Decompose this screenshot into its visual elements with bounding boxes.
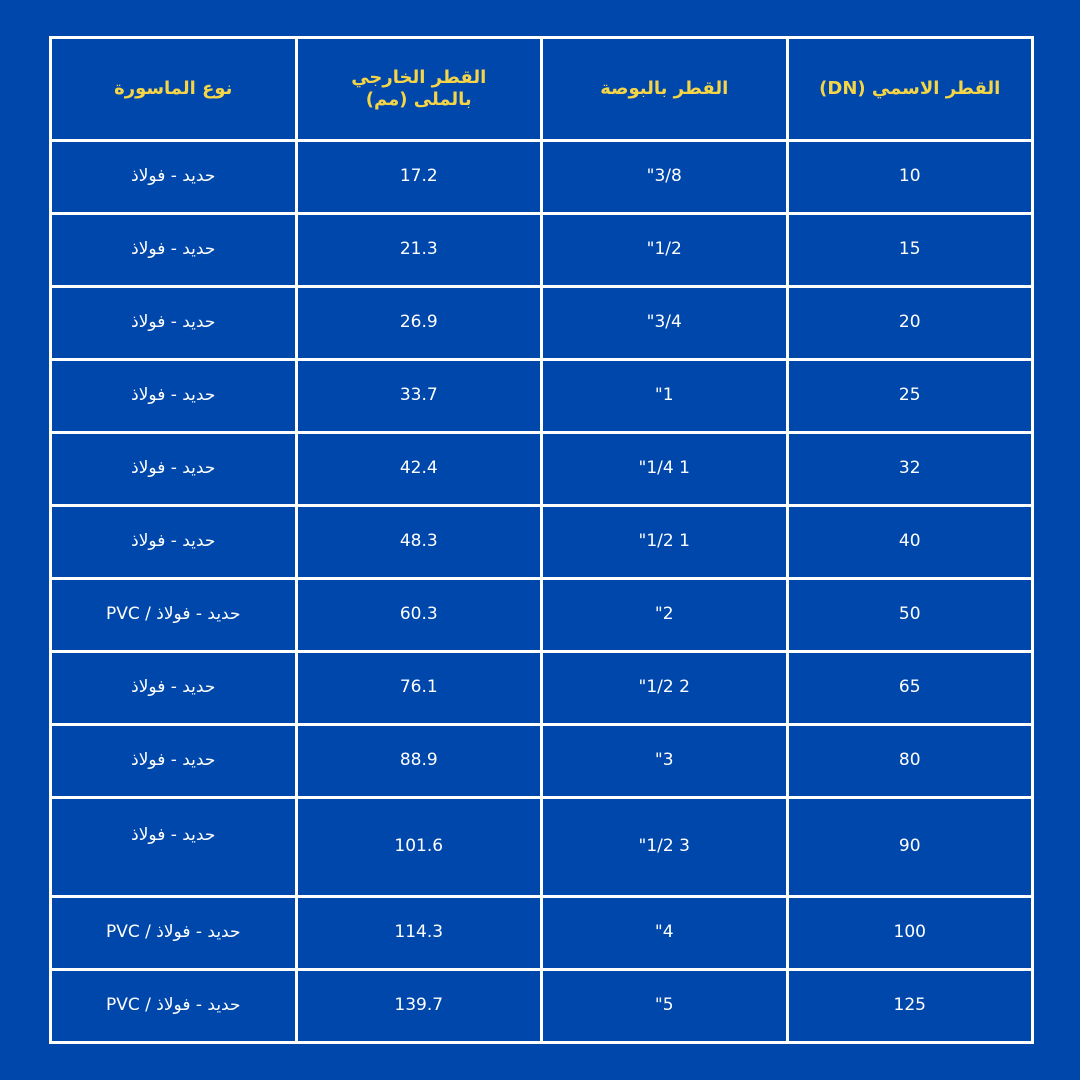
table-row bbox=[51, 506, 1033, 579]
cell-inch: 4" bbox=[542, 897, 788, 970]
table-row bbox=[51, 798, 1033, 897]
cell-dn: 100 bbox=[787, 897, 1033, 970]
header-pipe-type: نوع الماسورة bbox=[51, 38, 297, 141]
cell-pipe-type: حديد - فولاذ bbox=[51, 725, 297, 798]
table-header-row bbox=[51, 38, 1033, 141]
cell-dn: 125 bbox=[787, 970, 1033, 1043]
header-nominal-diameter: القطر الاسمي (DN) bbox=[787, 38, 1033, 141]
cell-pipe-type: حديد - فولاذ bbox=[51, 506, 297, 579]
pipe-size-table bbox=[49, 36, 1034, 1044]
cell-pipe-type: حديد - فولاذ bbox=[51, 214, 297, 287]
table-row bbox=[51, 287, 1033, 360]
cell-pipe-type: حديد - فولاذ / PVC bbox=[51, 970, 297, 1043]
table-row bbox=[51, 579, 1033, 652]
cell-dn: 32 bbox=[787, 433, 1033, 506]
cell-inch: 3/4" bbox=[542, 287, 788, 360]
cell-outer-mm: 76.1 bbox=[296, 652, 542, 725]
cell-inch: 1 1/2" bbox=[542, 506, 788, 579]
cell-pipe-type: حديد - فولاذ bbox=[51, 287, 297, 360]
cell-dn: 65 bbox=[787, 652, 1033, 725]
cell-inch: 2 1/2" bbox=[542, 652, 788, 725]
cell-inch: 3 1/2" bbox=[542, 798, 788, 897]
cell-dn: 15 bbox=[787, 214, 1033, 287]
cell-inch: 2" bbox=[542, 579, 788, 652]
cell-outer-mm: 21.3 bbox=[296, 214, 542, 287]
cell-outer-mm: 17.2 bbox=[296, 141, 542, 214]
pipe-size-table-container bbox=[49, 36, 1031, 1044]
cell-outer-mm: 26.9 bbox=[296, 287, 542, 360]
table-row bbox=[51, 970, 1033, 1043]
table-row bbox=[51, 652, 1033, 725]
cell-pipe-type: حديد - فولاذ bbox=[51, 360, 297, 433]
cell-pipe-type: حديد - فولاذ bbox=[51, 433, 297, 506]
cell-outer-mm: 139.7 bbox=[296, 970, 542, 1043]
cell-pipe-type: حديد - فولاذ bbox=[51, 141, 297, 214]
cell-dn: 25 bbox=[787, 360, 1033, 433]
table-row bbox=[51, 360, 1033, 433]
cell-inch: 1/2" bbox=[542, 214, 788, 287]
cell-pipe-type: حديد - فولاذ / PVC bbox=[51, 897, 297, 970]
cell-dn: 20 bbox=[787, 287, 1033, 360]
table-row bbox=[51, 897, 1033, 970]
cell-dn: 80 bbox=[787, 725, 1033, 798]
cell-outer-mm: 114.3 bbox=[296, 897, 542, 970]
cell-inch: 1 1/4" bbox=[542, 433, 788, 506]
table-row bbox=[51, 725, 1033, 798]
cell-pipe-type: حديد - فولاذ bbox=[51, 798, 297, 897]
cell-pipe-type: حديد - فولاذ / PVC bbox=[51, 579, 297, 652]
header-outer-diameter-mm: القطر الخارجي بالملى (مم) bbox=[296, 38, 542, 141]
cell-inch: 3" bbox=[542, 725, 788, 798]
cell-inch: 3/8" bbox=[542, 141, 788, 214]
cell-outer-mm: 101.6 bbox=[296, 798, 542, 897]
cell-outer-mm: 33.7 bbox=[296, 360, 542, 433]
cell-pipe-type: حديد - فولاذ bbox=[51, 652, 297, 725]
cell-dn: 40 bbox=[787, 506, 1033, 579]
header-inch-diameter: القطر بالبوصة bbox=[542, 38, 788, 141]
cell-outer-mm: 48.3 bbox=[296, 506, 542, 579]
cell-dn: 10 bbox=[787, 141, 1033, 214]
cell-inch: 5" bbox=[542, 970, 788, 1043]
cell-dn: 50 bbox=[787, 579, 1033, 652]
cell-inch: 1" bbox=[542, 360, 788, 433]
cell-dn: 90 bbox=[787, 798, 1033, 897]
cell-outer-mm: 88.9 bbox=[296, 725, 542, 798]
table-row bbox=[51, 141, 1033, 214]
table-row bbox=[51, 214, 1033, 287]
cell-outer-mm: 42.4 bbox=[296, 433, 542, 506]
cell-outer-mm: 60.3 bbox=[296, 579, 542, 652]
table-row bbox=[51, 433, 1033, 506]
